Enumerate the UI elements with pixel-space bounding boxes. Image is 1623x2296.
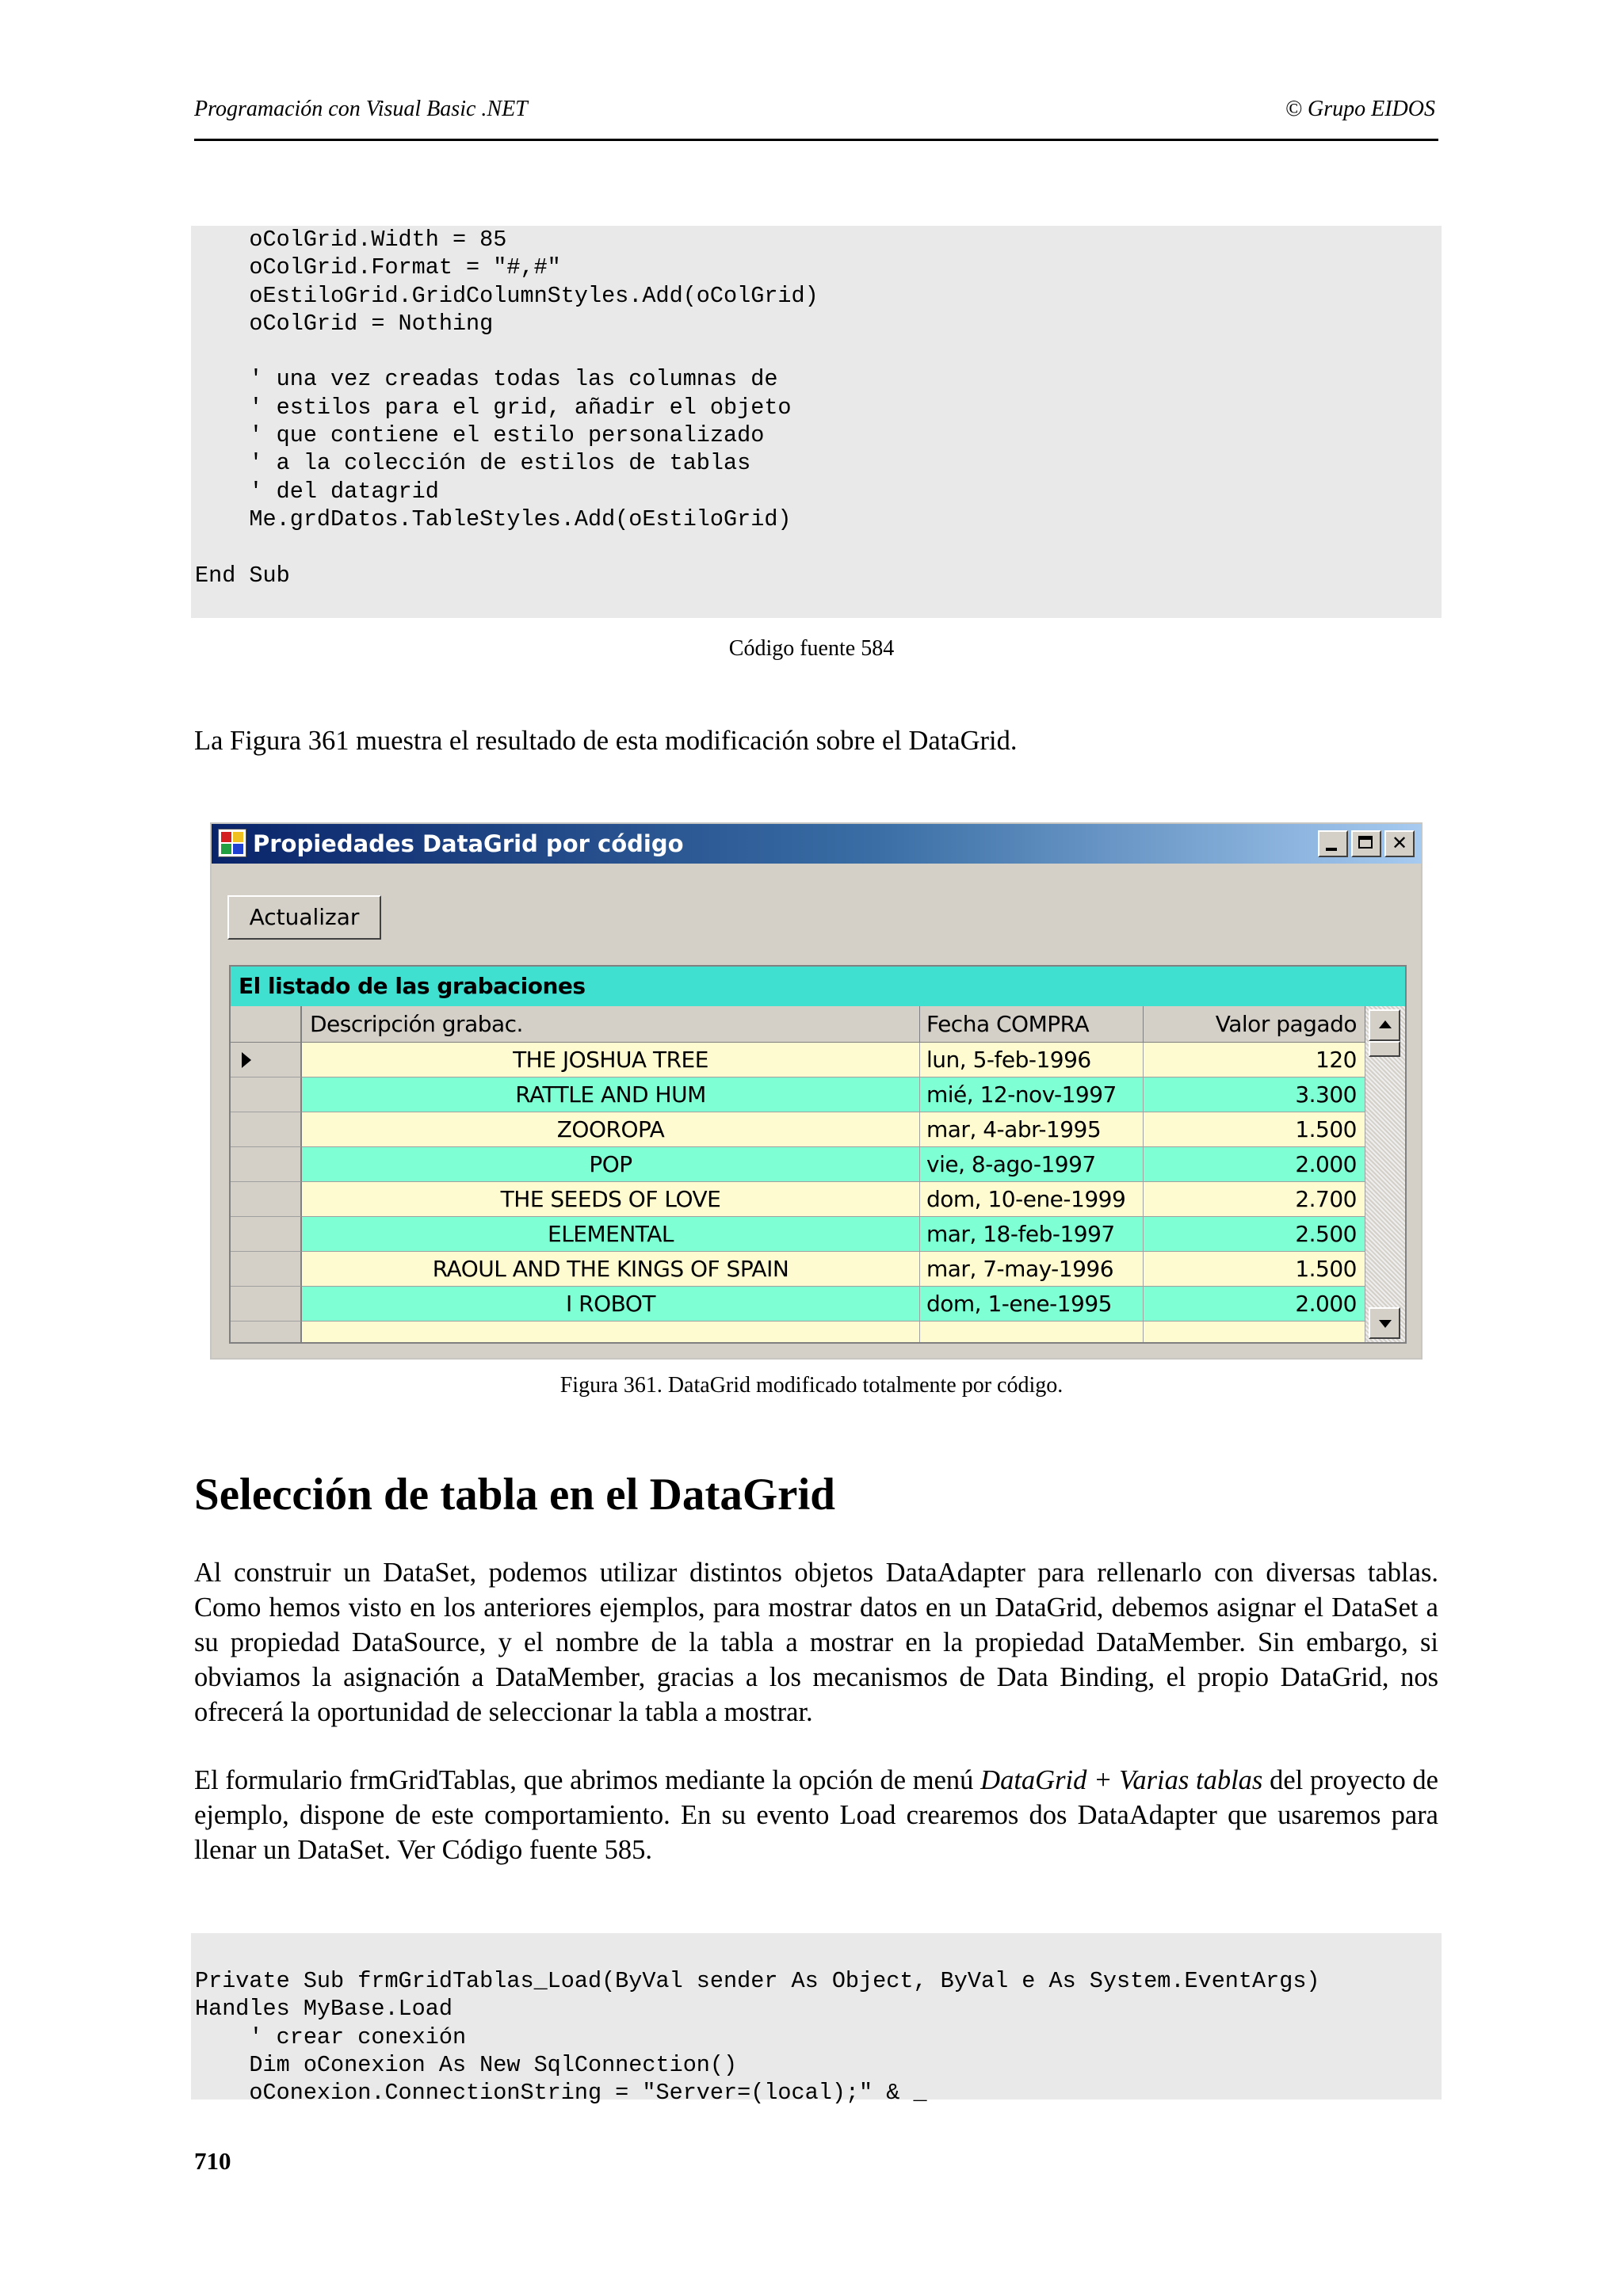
code-block-584 [191,226,1442,618]
cell-fecha[interactable]: mar, 18-feb-1997 [920,1217,1144,1252]
datagrid[interactable] [229,965,1407,1344]
page-number: 710 [194,2147,231,2175]
menu-path: DataGrid + Varias tablas [980,1765,1263,1795]
cell-descripcion[interactable]: RATTLE AND HUM [302,1077,920,1112]
row-header[interactable] [231,1322,302,1344]
table-row[interactable] [231,1252,1365,1287]
table-row[interactable] [231,1077,1365,1112]
cell-descripcion[interactable]: ELEMENTAL [302,1217,920,1252]
table-row[interactable] [231,1112,1365,1147]
cell-fecha[interactable]: mié, 12-nov-1997 [920,1077,1144,1112]
cell-valor[interactable]: 120 [1144,1043,1365,1077]
cell-descripcion[interactable]: I ROBOT [302,1287,920,1322]
cell-fecha[interactable]: dom, 1-ene-1995 [920,1287,1144,1322]
row-header[interactable] [231,1112,302,1147]
cell-descripcion[interactable] [302,1322,920,1344]
code-line: Me.grdDatos.TableStyles.Add(oEstiloGrid) [195,505,792,532]
table-row[interactable] [231,1217,1365,1252]
code-line: Private Sub frmGridTablas_Load(ByVal sender As Object, ByVal e As System.EventArgs) [195,1968,1320,1994]
scroll-thumb[interactable] [1369,1041,1400,1057]
datagrid-window [210,822,1423,1360]
figure-caption: Figura 361. DataGrid modificado totalmente por código. [559,1373,1064,1398]
code-line: ' estilos para el grid, añadir el objeto [195,394,792,421]
row-header[interactable] [231,1217,302,1252]
code-line: ' que contiene el estilo personalizado [195,422,765,449]
vertical-scrollbar[interactable] [1365,1006,1405,1342]
code-line: Handles MyBase.Load [195,1996,453,2023]
cell-fecha[interactable]: mar, 4-abr-1995 [920,1112,1144,1147]
code-line: End Sub [195,562,290,589]
code-line: oColGrid.Format = "#,#" [195,254,561,281]
cell-fecha[interactable]: dom, 10-ene-1999 [920,1182,1144,1217]
code-line: oColGrid = Nothing [195,310,494,337]
row-header-corner [231,1006,302,1043]
cell-valor[interactable]: 2.000 [1144,1287,1365,1322]
column-header-fecha[interactable]: Fecha COMPRA [920,1006,1144,1043]
code-line: ' a la colección de estilos de tablas [195,450,751,477]
body-paragraph-2 [194,1763,1438,1867]
window-title: Propiedades DataGrid por código [253,830,684,857]
scroll-down-arrow-icon[interactable] [1369,1307,1400,1339]
row-header[interactable] [231,1287,302,1322]
row-header[interactable] [231,1182,302,1217]
paragraph-text: El formulario frmGridTablas, que abrimos mediante la opción de menú [194,1765,981,1795]
cell-valor[interactable]: 2.000 [1144,1147,1365,1182]
table-row[interactable] [231,1182,1365,1217]
table-row-partial[interactable] [231,1322,1365,1344]
table-row[interactable] [231,1043,1365,1077]
column-header-valor[interactable]: Valor pagado [1144,1006,1365,1043]
row-header[interactable] [231,1147,302,1182]
cell-fecha[interactable]: vie, 8-ago-1997 [920,1147,1144,1182]
window-titlebar[interactable] [212,824,1421,864]
code-line: oConexion.ConnectionString = "Server=(local);" & _ [195,2080,927,2107]
cell-fecha[interactable] [920,1322,1144,1344]
code-line: oColGrid.Width = 85 [195,227,507,253]
running-header-title: Programación con Visual Basic .NET [194,97,528,121]
cell-descripcion[interactable]: THE JOSHUA TREE [302,1043,920,1077]
row-header[interactable] [231,1043,302,1077]
code-line: Dim oConexion As New SqlConnection() [195,2051,738,2078]
code-block-585 [191,1933,1442,2107]
app-icon [218,829,246,857]
close-button[interactable]: ✕ [1384,830,1415,857]
intro-paragraph: La Figura 361 muestra el resultado de esta modificación sobre el DataGrid. [194,726,1018,756]
cell-descripcion[interactable]: RAOUL AND THE KINGS OF SPAIN [302,1252,920,1287]
cell-fecha[interactable]: lun, 5-feb-1996 [920,1043,1144,1077]
minimize-button[interactable] [1318,830,1348,857]
cell-valor[interactable] [1144,1322,1365,1344]
column-header-descripcion[interactable]: Descripción grabac. [302,1006,920,1043]
cell-valor[interactable]: 1.500 [1144,1252,1365,1287]
table-row[interactable] [231,1147,1365,1182]
scroll-up-arrow-icon[interactable] [1369,1009,1400,1041]
current-row-arrow-icon [242,1052,251,1068]
row-header[interactable] [231,1252,302,1287]
grid-caption: El listado de las grabaciones [231,967,1405,1007]
cell-fecha[interactable]: mar, 7-may-1996 [920,1252,1144,1287]
paragraph-text: del proyecto de ejemplo, dispone de este comportamiento. En su evento Load crearemos dos DataAdapter que usaremos para llenar un DataSet. Ver Código fuente 585. [194,1765,1438,1865]
code-line: ' crear conexión [195,2023,467,2050]
actualizar-button[interactable]: Actualizar [227,895,381,940]
section-heading: Selección de tabla en el DataGrid [194,1470,835,1520]
code-line: ' una vez creadas todas las columnas de [195,366,778,393]
cell-valor[interactable]: 3.300 [1144,1077,1365,1112]
row-header[interactable] [231,1077,302,1112]
maximize-button[interactable] [1351,830,1381,857]
cell-descripcion[interactable]: POP [302,1147,920,1182]
code-line: oEstiloGrid.GridColumnStyles.Add(oColGrid) [195,282,819,309]
cell-valor[interactable]: 1.500 [1144,1112,1365,1147]
cell-descripcion[interactable]: THE SEEDS OF LOVE [302,1182,920,1217]
cell-valor[interactable]: 2.500 [1144,1217,1365,1252]
header-rule [194,139,1438,141]
body-paragraph-1: Al construir un DataSet, podemos utilizar distintos objetos DataAdapter para rellenarlo con diversas tablas. Como hemos visto en los anteriores ejemplos, para mostrar datos en un DataGrid, debemos asignar el DataSet a su propiedad DataSource, y el nombre de la tabla a mostrar en la propiedad DataMember. Sin embargo, si obviamos la asignación a DataMember, gracias a los mecanismos de Data Binding, el propio DataGrid, nos ofrecerá la oportunidad de seleccionar la tabla a mostrar. [194,1558,1438,1727]
running-header-publisher: © Grupo EIDOS [1285,97,1435,121]
cell-descripcion[interactable]: ZOOROPA [302,1112,920,1147]
cell-valor[interactable]: 2.700 [1144,1182,1365,1217]
code-caption-584: Código fuente 584 [728,636,895,661]
code-line: ' del datagrid [195,478,439,505]
table-row[interactable] [231,1287,1365,1322]
